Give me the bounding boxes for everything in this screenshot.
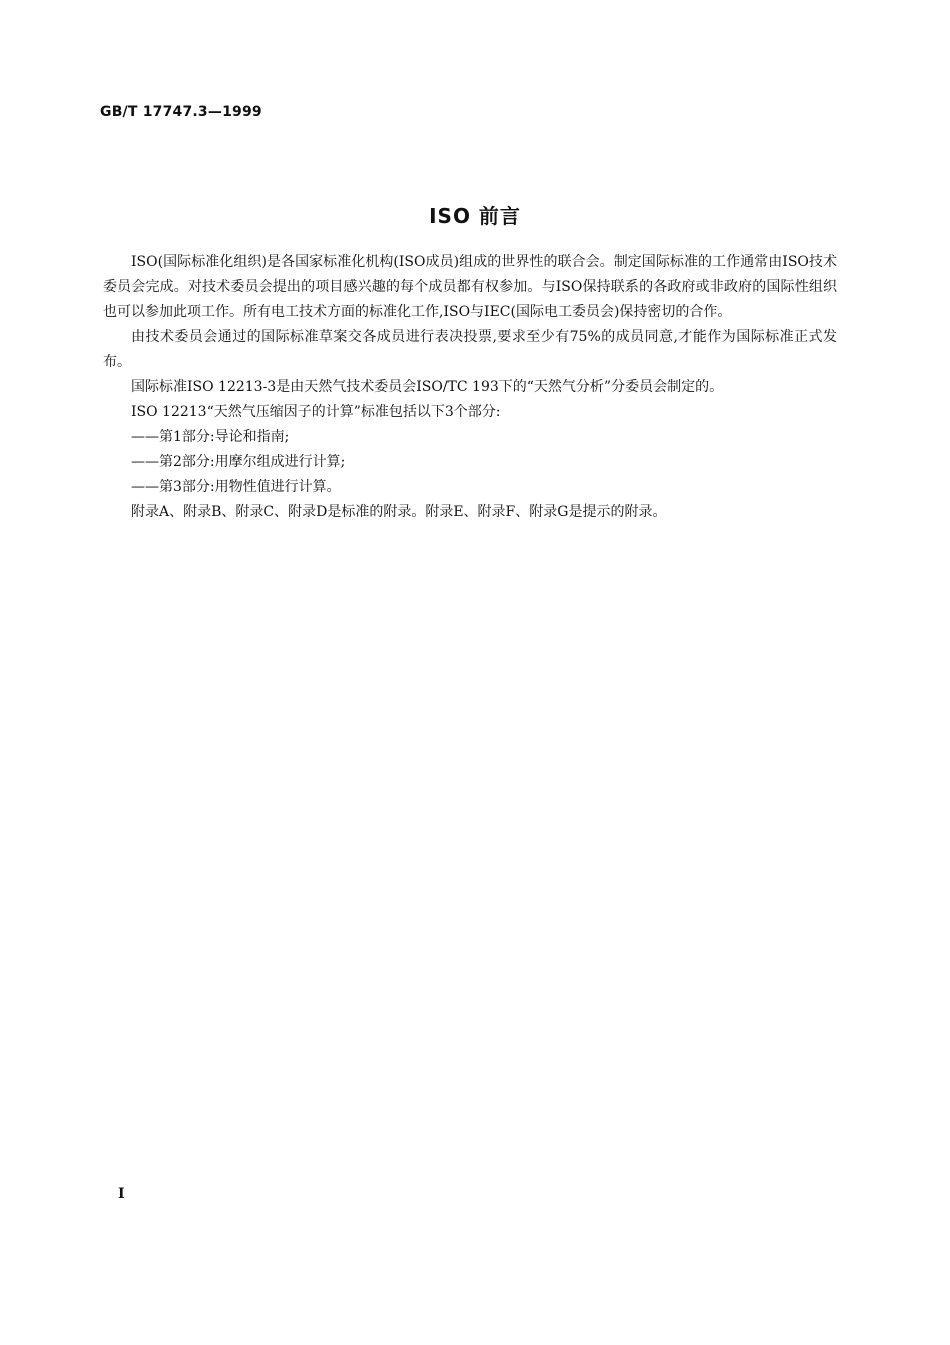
paragraph-origin: 国际标准ISO 12213-3是由天然气技术委员会ISO/TC 193下的“天然气分析”分委员会制定的。 bbox=[131, 379, 724, 395]
page-number: I bbox=[118, 1186, 125, 1202]
paragraph-iso-intro: ISO(国际标准化组织)是各国家标准化机构(ISO成员)组成的世界性的联合会。制定国际标准的工作通常由ISO技术委员会完成。对技术委员会提出的项目感兴趣的每个成员都有权参加。与ISO保持联系的各政府或非政府的国际性组织也可以参加此项工作。所有电工技术方面的标准化工作,ISO与IEC(国际电工委员会)保持密切的合作。 bbox=[103, 254, 837, 320]
standard-number-header: GB/T 17747.3—1999 bbox=[100, 104, 262, 120]
paragraph-annexes: 附录A、附录B、附录C、附录D是标准的附录。附录E、附录F、附录G是提示的附录。 bbox=[131, 504, 667, 520]
list-item-part-2: ——第2部分:用摩尔组成进行计算; bbox=[131, 454, 346, 470]
paragraph-voting: 由技术委员会通过的国际标准草案交各成员进行表决投票,要求至少有75%的成员同意,才能作为国际标准正式发布。 bbox=[103, 329, 837, 370]
foreword-body bbox=[103, 250, 837, 525]
page-title: ISO 前言 bbox=[429, 204, 521, 228]
paragraph-parts-intro: ISO 12213“天然气压缩因子的计算”标准包括以下3个部分: bbox=[131, 404, 501, 420]
list-item-part-3: ——第3部分:用物性值进行计算。 bbox=[131, 479, 341, 495]
list-item-part-1: ——第1部分:导论和指南; bbox=[131, 429, 290, 445]
